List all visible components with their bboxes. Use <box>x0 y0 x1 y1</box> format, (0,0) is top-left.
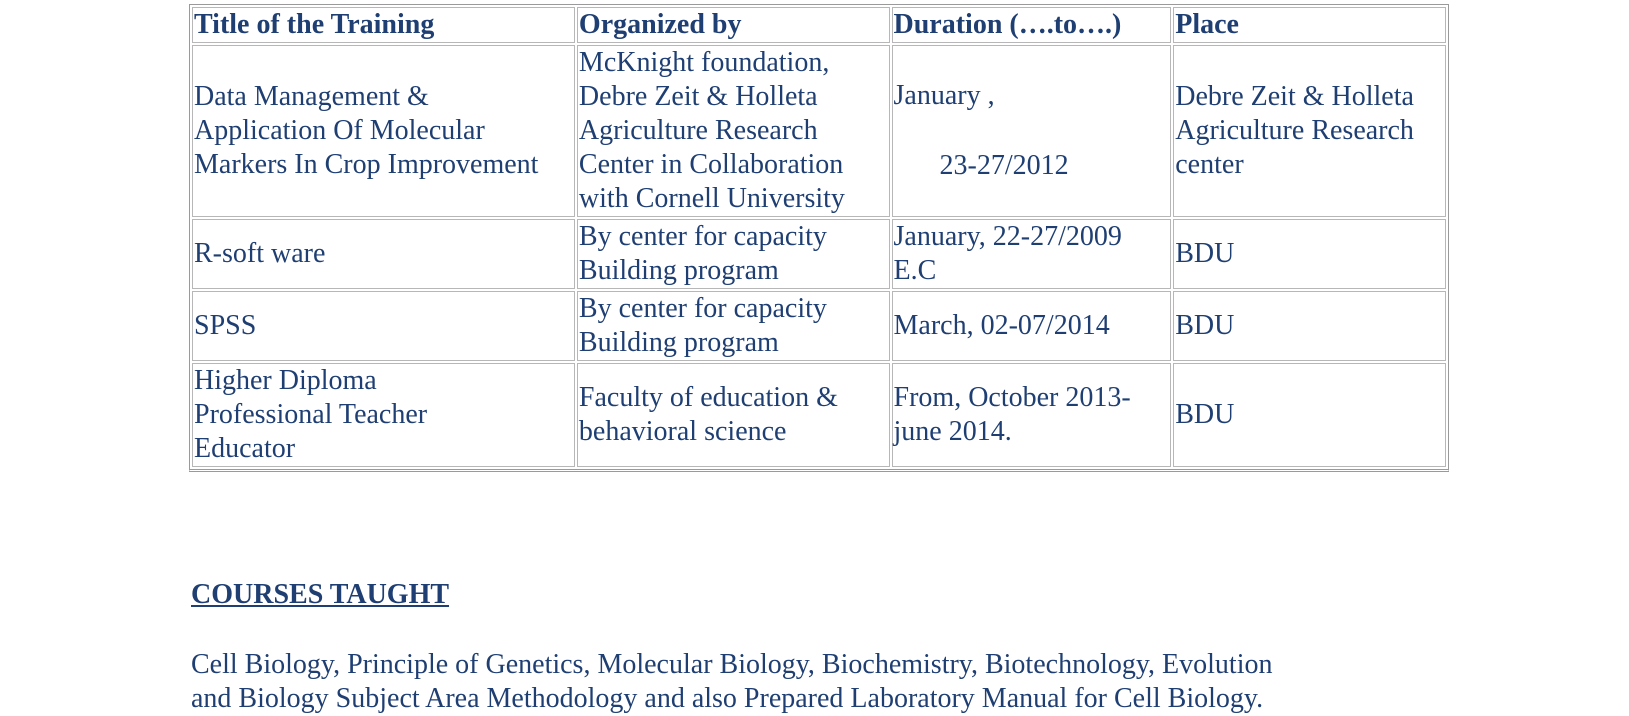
cell-text: BDU <box>1175 310 1235 341</box>
cell-text: Agriculture Research <box>1175 115 1414 146</box>
cell-text: center <box>1175 149 1244 180</box>
cell-title <box>192 363 575 467</box>
cell-text: behavioral science <box>578 416 787 447</box>
paragraph-line: Cell Biology, Principle of Genetics, Molecular Biology, Biochemistry, Biotechnology, Evolution <box>191 649 1273 680</box>
cell-text: Building program <box>578 255 779 286</box>
cell-text: McKnight foundation, <box>578 47 830 78</box>
cell-text: Professional Teacher <box>194 399 428 430</box>
cell-text: BDU <box>1175 399 1235 430</box>
table-row <box>192 363 1446 467</box>
cell-text: Data Management & <box>194 81 429 112</box>
cell-spacer <box>894 113 1171 149</box>
cell-text: BDU <box>1175 238 1235 269</box>
cell-text: 23-27/2012 <box>939 150 1069 181</box>
cell-text: Center in Collaboration <box>578 149 844 180</box>
cell-text: Higher Diploma <box>194 365 377 396</box>
cell-organizer <box>577 219 890 289</box>
cell-text: SPSS <box>194 310 257 341</box>
cell-text: From, October 2013- <box>893 382 1131 413</box>
cell-duration <box>892 219 1172 289</box>
cell-text: Building program <box>578 327 779 358</box>
cell-text: R-soft ware <box>194 238 326 269</box>
cell-organizer <box>577 45 890 217</box>
cell-place <box>1173 45 1446 217</box>
header-organizer: Organized by <box>577 7 890 43</box>
cell-duration <box>892 291 1172 361</box>
cell-place <box>1173 363 1446 467</box>
cell-text: Faculty of education & <box>578 382 838 413</box>
cell-text: By center for capacity <box>578 293 827 324</box>
header-place: Place <box>1173 7 1446 43</box>
cell-text: March, 02-07/2014 <box>893 310 1110 341</box>
cell-organizer <box>577 363 890 467</box>
cell-text: with Cornell University <box>578 183 845 214</box>
cell-place <box>1173 219 1446 289</box>
courses-heading: COURSES TAUGHT <box>191 579 450 610</box>
cell-title <box>192 219 575 289</box>
table-row <box>192 219 1446 289</box>
cell-text: Debre Zeit & Holleta <box>578 81 818 112</box>
cell-organizer <box>577 291 890 361</box>
cell-text: January, 22-27/2009 <box>893 221 1122 252</box>
cell-text: By center for capacity <box>578 221 827 252</box>
cell-title <box>192 291 575 361</box>
cell-title <box>192 45 575 217</box>
table-header-row <box>192 7 1446 43</box>
header-duration: Duration (….to….) <box>892 7 1172 43</box>
table-row <box>192 45 1446 217</box>
cell-duration <box>892 363 1172 467</box>
cell-text: Agriculture Research <box>578 115 818 146</box>
paragraph-line: and Biology Subject Area Methodology and also Prepared Laboratory Manual for Cell Biology. <box>191 683 1264 714</box>
cell-place <box>1173 291 1446 361</box>
cell-text: june 2014. <box>893 416 1012 447</box>
cell-text: Application Of Molecular <box>194 115 485 146</box>
table-row <box>192 291 1446 361</box>
cell-text: Debre Zeit & Holleta <box>1175 81 1414 112</box>
courses-paragraph <box>191 648 1371 716</box>
cell-duration <box>892 45 1172 217</box>
cell-text: Markers In Crop Improvement <box>194 149 539 180</box>
cell-text: January , <box>893 80 995 111</box>
header-title: Title of the Training <box>192 7 575 43</box>
cell-text: Educator <box>194 433 296 464</box>
training-table <box>189 4 1449 472</box>
cell-text: E.C <box>893 255 937 286</box>
